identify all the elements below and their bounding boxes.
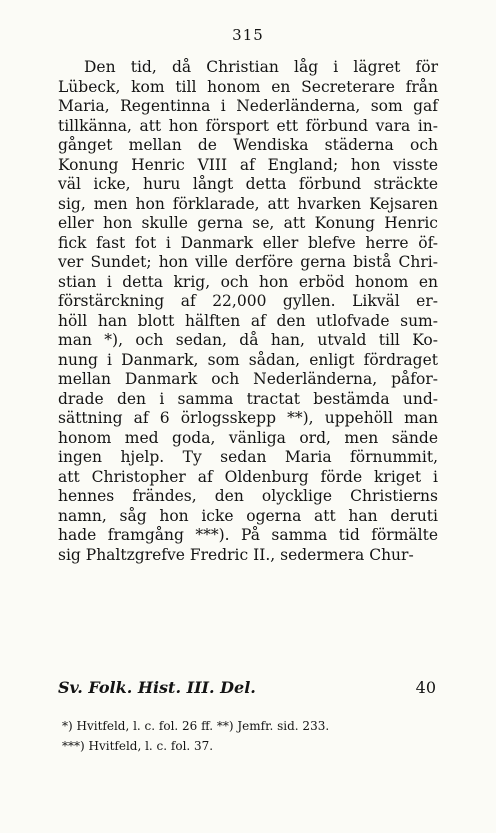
text-line: förstärckning af 22,000 gyllen. Likväl er-	[58, 292, 438, 310]
text-line: stian i detta krig, och hon erböd honom en	[58, 272, 438, 291]
text-line: höll han blott hälften af den utlofvade sum-	[58, 311, 438, 330]
text-line: väl icke, huru långt detta förbund sträckte	[58, 175, 438, 193]
text-line: Konung Henric VIII af England; hon visste	[58, 155, 438, 174]
text-line: namn, såg hon icke ogerna att han deruti	[58, 506, 438, 525]
text-line: eller hon skulle gerna se, att Konung Henric	[58, 214, 438, 232]
footnote: *) Hvitfeld, l. c. fol. 26 ff. **) Jemfr. sid. 233.	[62, 719, 330, 733]
text-line: man *), och sedan, då han, utvald till Ko-	[58, 331, 438, 349]
text-line: sättning af 6 örlogsskepp **), uppehöll man	[58, 409, 438, 427]
text-line: tillkänna, att hon försport ett förbund vara in-	[58, 116, 438, 135]
text-line: fick fast fot i Danmark eller blefve herre öf-	[58, 233, 438, 252]
text-line: ver Sundet; hon ville derföre gerna bistå Chri-	[58, 253, 438, 271]
text-line: drade den i samma tractat bestämda und-	[58, 389, 438, 408]
text-line: Lübeck, kom till honom en Secreterare från	[58, 77, 438, 96]
text-line: Den tid, då Christian låg i lägret för	[84, 58, 438, 76]
text-line: nung i Danmark, som sådan, enligt fördraget	[58, 350, 438, 369]
signature-mark: Sv. Folk. Hist. III. Del.	[58, 678, 256, 697]
text-line: Maria, Regentinna i Nederländerna, som gaf	[58, 97, 438, 115]
body-text	[58, 58, 438, 565]
page-footer	[58, 678, 436, 700]
page-number: 315	[232, 26, 264, 44]
text-line: att Christopher af Oldenburg förde kriget i	[58, 467, 438, 486]
text-line: hade framgång ***). På samma tid förmälte	[58, 526, 438, 544]
text-line: sig, men hon förklarade, att hvarken Kejsaren	[58, 194, 438, 213]
footnote: ***) Hvitfeld, l. c. fol. 37.	[62, 739, 214, 753]
text-line: hennes frändes, den olycklige Christierns	[58, 487, 438, 505]
sheet-number: 40	[415, 678, 436, 697]
text-line: sig Phaltzgrefve Fredric II., sedermera Chur-	[58, 545, 414, 564]
text-line: gånget mellan de Wendiska städerna och	[58, 136, 438, 154]
text-line: ingen hjelp. Ty sedan Maria förnummit,	[58, 448, 438, 466]
text-line: mellan Danmark och Nederländerna, påfor-	[58, 370, 438, 388]
footnotes	[62, 716, 442, 756]
text-line: honom med goda, vänliga ord, men sände	[58, 428, 438, 447]
